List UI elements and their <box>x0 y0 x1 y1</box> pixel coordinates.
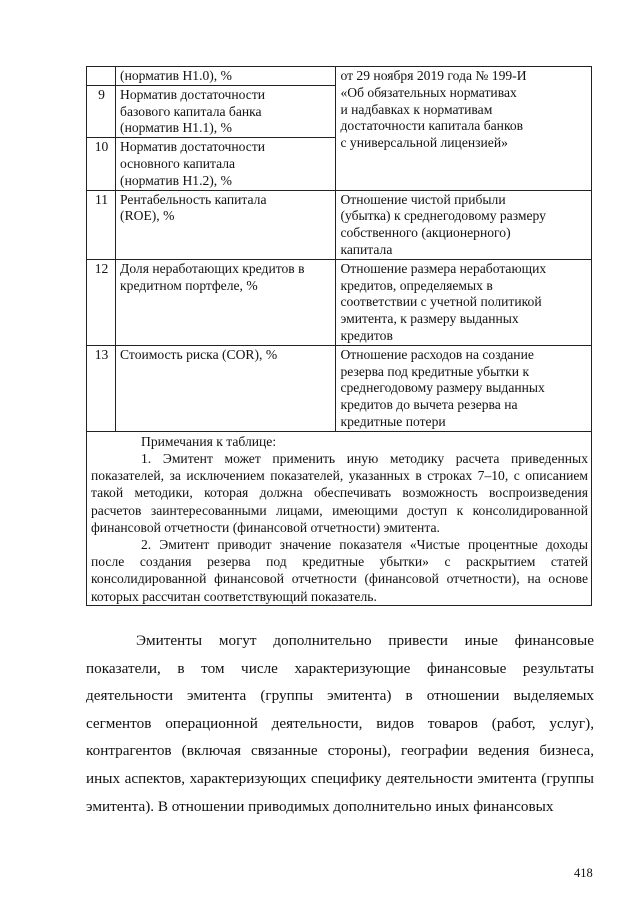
calculation-method <box>336 345 592 431</box>
indicator-name <box>116 345 336 431</box>
text-line: базового капитала банка <box>120 103 262 119</box>
table-row <box>87 345 592 431</box>
row-number: 12 <box>87 259 116 345</box>
text-line: соответствии с учетной политикой <box>340 294 542 310</box>
text-line: достаточности капитала банков <box>340 118 524 134</box>
text-line: кредитов, определяемых в <box>340 277 493 293</box>
text-line: с универсальной лицензией» <box>340 135 508 151</box>
indicator-name <box>116 259 336 345</box>
calculation-method <box>336 67 592 191</box>
row-number: 13 <box>87 345 116 431</box>
text-line: эмитента, к размеру выданных <box>340 311 519 327</box>
text-line: Отношение чистой прибыли <box>340 191 506 207</box>
text-line: кредитов до вычета резерва на <box>340 397 518 413</box>
text-line: среднегодовому размеру выданных <box>340 380 545 396</box>
text-line: (норматив Н1.2), % <box>120 172 232 188</box>
row-number: 10 <box>87 138 116 190</box>
indicator-name <box>116 67 336 86</box>
calculation-method <box>336 259 592 345</box>
text-line: и надбавках к нормативам <box>340 101 493 117</box>
text-line: кредитов <box>340 327 393 343</box>
body-paragraph: Эмитенты могут дополнительно привести иные финансовые показатели, в том числе характеризующие финансовые результаты деятельности эмитента (группы эмитента) в отношении выделяемых сегментов операционной деятельности, видов товаров (работ, услуг), контрагентов (включая связанные стороны), географии ведения бизнеса, иных аспектов, характеризующих специфику деятельности эмитента (группы эмитента). В отношении приводимых дополнительно иных финансовых <box>86 632 594 815</box>
text-line: от 29 ноября 2019 года № 199-И <box>340 68 527 83</box>
calculation-method <box>336 190 592 259</box>
text-line: (ROE), % <box>120 208 175 224</box>
indicators-table <box>86 66 592 606</box>
text-line: Рентабельность капитала <box>120 191 267 207</box>
text-line: кредитные потери <box>340 413 446 429</box>
note-2: 2. Эмитент приводит значение показателя «Чистые процентные доходы после создания резерва под кредитные убытки» с раскрытием статей консолидированной финансовой отчетности (финансовой отчетности), на основе которых рассчитан соответствующий показатель. <box>91 536 588 604</box>
text-line: Норматив достаточности <box>120 139 266 155</box>
text-line: резерва под кредитные убытки к <box>340 363 530 379</box>
table-row <box>87 67 592 86</box>
note-1: 1. Эмитент может применить иную методику расчета приведенных показателей, за исключением показателей, указанных в строках 7–10, с описанием такой методики, которая должна обеспечивать возможность воспроизведения расчетов заинтересованными лицами, имеющими доступ к консолидированной финансовой отчетности (финансовой отчетности) эмитента. <box>91 450 588 535</box>
page-number: 418 <box>574 866 593 880</box>
row-number <box>87 67 116 86</box>
row-number: 9 <box>87 85 116 137</box>
text-line: (убытка) к среднегодовому размеру <box>340 208 546 224</box>
notes-title: Примечания к таблице: <box>141 433 277 449</box>
text-line: собственного (акционерного) <box>340 225 511 241</box>
text-line: капитала <box>340 241 393 257</box>
text-line: Стоимость риска (COR), % <box>120 346 278 362</box>
table-notes <box>87 431 592 605</box>
text-line: (норматив Н1.0), % <box>120 68 232 83</box>
text-line: (норматив Н1.1), % <box>120 120 232 136</box>
indicator-name <box>116 138 336 190</box>
text-line: Доля неработающих кредитов в <box>120 260 305 276</box>
body-text <box>86 627 594 820</box>
text-line: кредитном портфеле, % <box>120 277 258 293</box>
table-notes-row <box>87 431 592 605</box>
table-row <box>87 259 592 345</box>
indicator-name <box>116 190 336 259</box>
row-number: 11 <box>87 190 116 259</box>
indicator-name <box>116 85 336 137</box>
text-line: Отношение расходов на создание <box>340 346 534 362</box>
text-line: основного капитала <box>120 155 236 171</box>
text-line: Отношение размера неработающих <box>340 260 547 276</box>
text-line: «Об обязательных нормативах <box>340 84 517 100</box>
text-line: Норматив достаточности <box>120 86 266 102</box>
table-row <box>87 190 592 259</box>
